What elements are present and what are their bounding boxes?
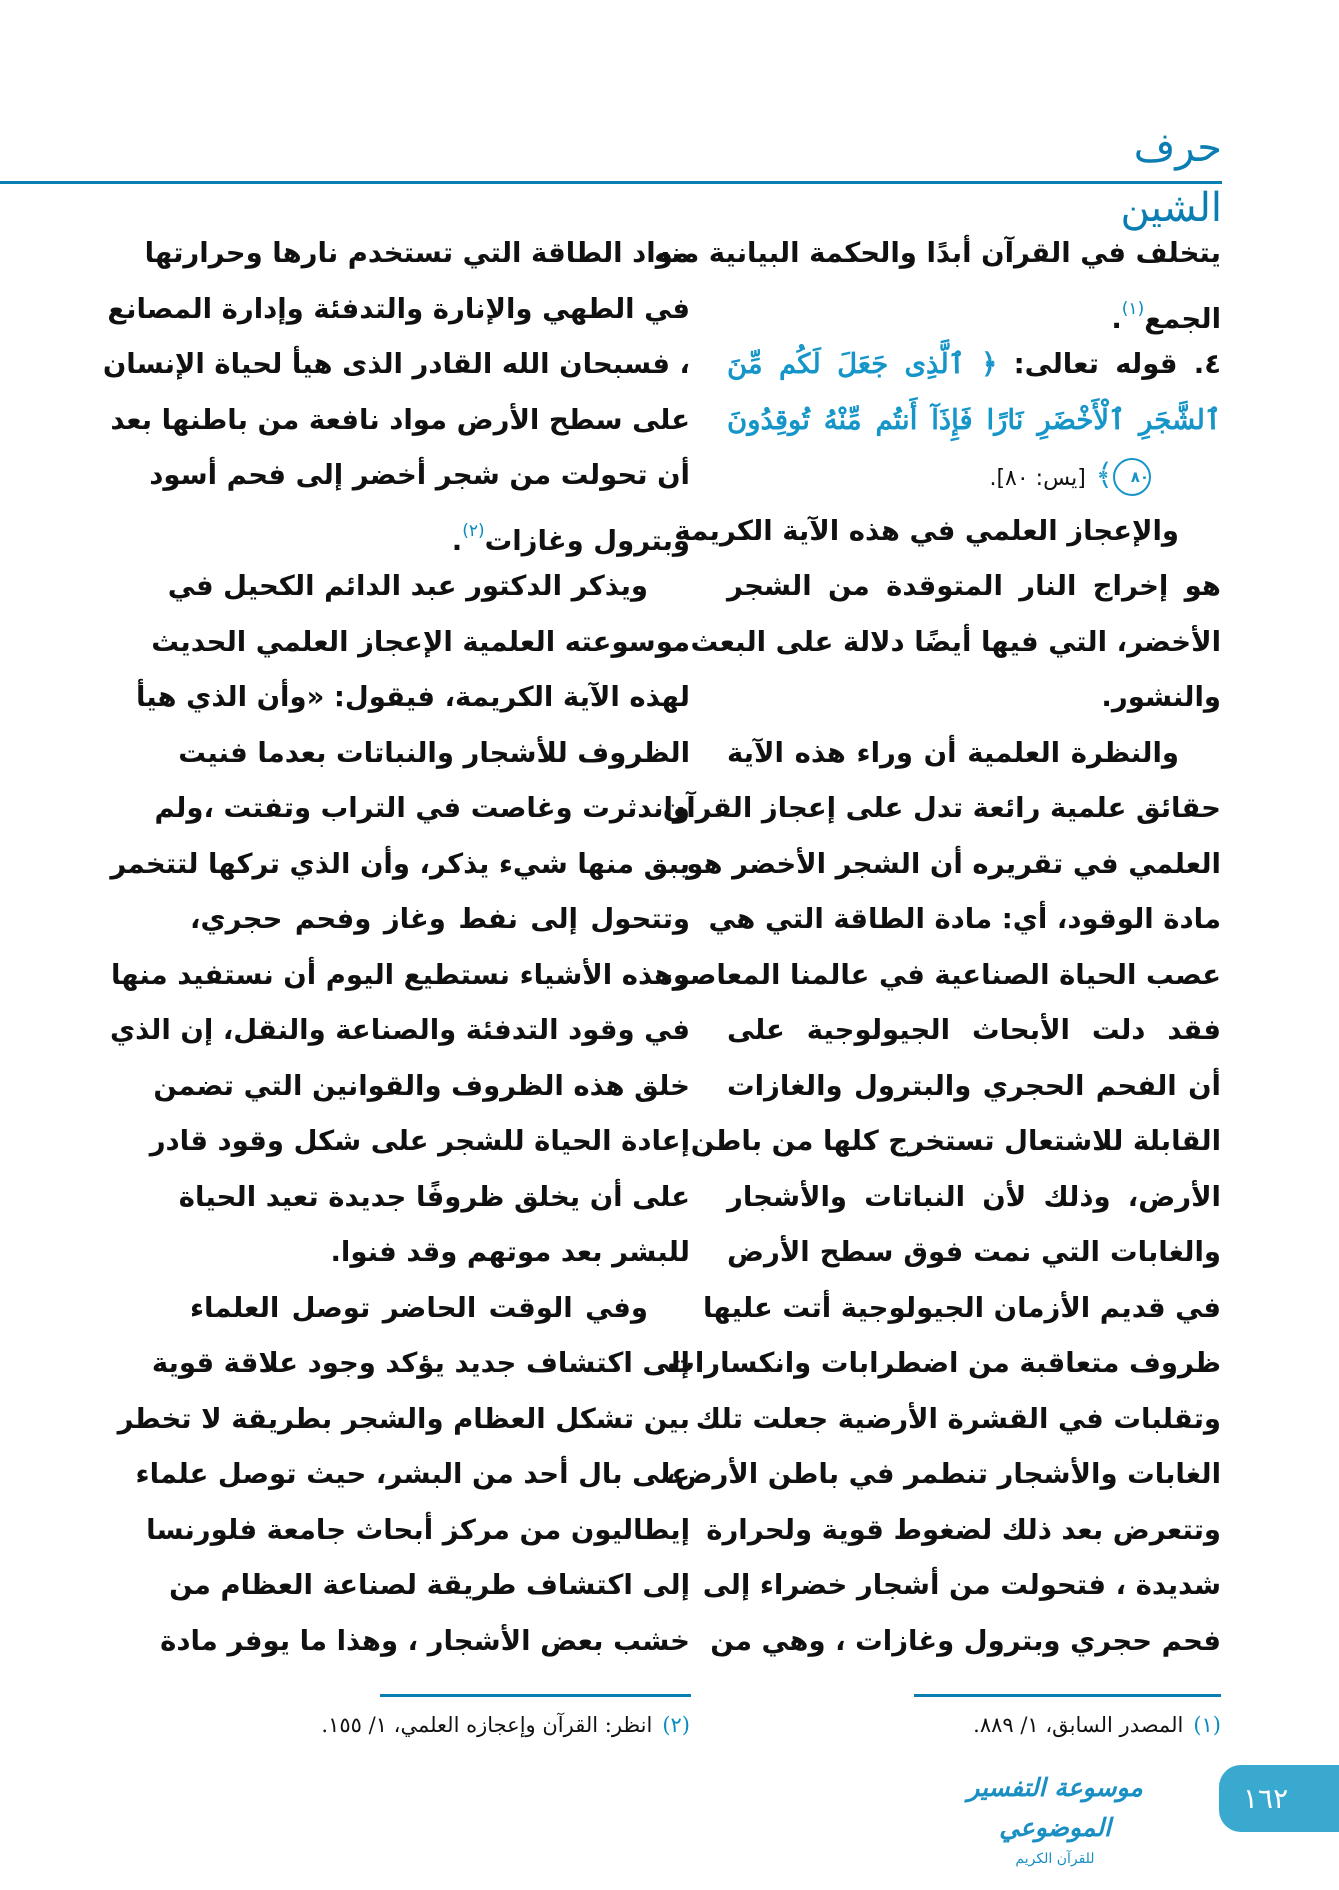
text-line: وتقلبات في القشرة الأرضية جعلت تلك [695, 1402, 1221, 1435]
page-number: ١٦٢ [1243, 1782, 1289, 1815]
text-line: ظروف متعاقبة من اضطرابات وانكسارات [667, 1347, 1221, 1379]
text-line [727, 282, 1221, 338]
text-line: خشب بعض الأشجار ، وهذا ما يوفر مادة [160, 1624, 690, 1657]
text-line: مادة الوقود، أي: مادة الطاقة التي هي [708, 903, 1221, 935]
text-line: في وقود التدفئة والصناعة والنقل، إن الذي [109, 1014, 690, 1046]
text-line: واندثرت وغاصت في التراب وتفتت ،ولم [154, 792, 690, 824]
footnote-text: المصدر السابق، ١/ ٨٨٩. [973, 1713, 1184, 1737]
text-line [190, 504, 690, 560]
footnote-divider [914, 1694, 1221, 1697]
chapter-title: حرف الشين [1120, 125, 1222, 231]
page-number-badge [1219, 1765, 1339, 1832]
text-line: على أن يخلق ظروفًا جديدة تعيد الحياة [178, 1180, 690, 1213]
text-line: الغابات والأشجار تنطمر في باطن الأرض، [665, 1458, 1221, 1490]
footnote-divider [380, 1694, 691, 1697]
verse-close-bracket: ﴾ [1095, 458, 1113, 493]
text-line: والإعجاز العلمي في هذه الآية الكريمة [674, 514, 1179, 547]
text-line: أن الفحم الحجري والبترول والغازات [727, 1069, 1221, 1102]
footnote-ref-2[interactable]: (٢) [462, 520, 485, 541]
encyclopedia-logo [930, 1768, 1180, 1867]
text-line: العلمي في تقريره أن الشجر الأخضر هو [686, 847, 1221, 880]
text-line: وتتعرض بعد ذلك لضغوط قوية ولحرارة [706, 1513, 1221, 1546]
text-line: إعادة الحياة للشجر على شكل وقود قادر [149, 1125, 690, 1157]
text-line: الأخضر، التي فيها أيضًا دلالة على البعث [690, 625, 1221, 658]
ayah-number-marker: ٨٠ [1113, 458, 1151, 496]
footnote-1 [727, 1708, 1221, 1742]
text-line: وتتحول إلى نفط وغاز وفحم حجري، [190, 903, 690, 935]
text-line: عصب الحياة الصناعية في عالمنا المعاصر، [662, 958, 1221, 991]
verse-line [727, 448, 1221, 504]
logo-subtitle: للقرآن الكريم [1015, 1851, 1095, 1867]
right-column [654, 226, 1222, 1669]
verse-line [727, 393, 1221, 449]
quran-verse-part-2: ٱلشَّجَرِ ٱلْأَخْضَرِ نَارًا فَإِذَآ أَنتُم مِّنْهُ تُوقِدُونَ [727, 403, 1221, 436]
footnote-number: (١) [1193, 1713, 1221, 1737]
text-line: القابلة للاشتعال تستخرج كلها من باطن [690, 1125, 1221, 1157]
text-line: حقائق علمية رائعة تدل على إعجاز القرآن [662, 792, 1221, 824]
text-line: خلق هذه الظروف والقوانين التي تضمن [153, 1069, 690, 1102]
text-run: وبترول وغازات [484, 524, 690, 557]
text-line: لهذه الآية الكريمة، فيقول: «وأن الذي هيأ [135, 681, 690, 713]
header-divider [0, 181, 1222, 184]
text-run: الجمع [1144, 302, 1221, 335]
text-line: ، فسبحان الله القادر الذى هيأ لحياة الإنسان [102, 348, 690, 380]
verse-intro: ٤. قوله تعالى: [1013, 348, 1222, 380]
period: . [1111, 302, 1122, 335]
text-line: يتخلف في القرآن أبدًا والحكمة البيانية منه [654, 237, 1221, 269]
footnote-2 [190, 1708, 690, 1742]
text-line: الأرض، وذلك لأن النباتات والأشجار [727, 1180, 1221, 1213]
footnote-text: انظر: القرآن وإعجازه العلمي، ١/ ١٥٥. [321, 1713, 653, 1737]
text-line: ويذكر الدكتور عبد الدائم الكحيل في [167, 570, 648, 602]
text-line: الظروف للأشجار والنباتات بعدما فنيت [178, 736, 690, 769]
text-line: فحم حجري وبترول وغازات ، وهي من [710, 1624, 1221, 1657]
text-line: وهذه الأشياء نستطيع اليوم أن نستفيد منها [110, 958, 690, 991]
text-line: مواد الطاقة التي تستخدم نارها وحرارتها [144, 237, 690, 269]
text-line: للبشر بعد موتهم وقد فنوا. [330, 1236, 690, 1268]
period: . [451, 524, 463, 557]
text-line: إيطاليون من مركز أبحاث جامعة فلورنسا [146, 1513, 690, 1546]
text-line: شديدة ، فتحولت من أشجار خضراء إلى [702, 1569, 1221, 1601]
text-line: موسوعته العلمية الإعجاز العلمي الحديث [151, 625, 690, 658]
text-line: يبق منها شيء يذكر، وأن الذي تركها لتتخمر [110, 847, 690, 880]
text-line: فقد دلت الأبحاث الجيولوجية على [727, 1014, 1221, 1046]
text-line: في الطهي والإنارة والتدفئة وإدارة المصانع [107, 292, 690, 325]
text-line: في قديم الأزمان الجيولوجية أتت عليها [703, 1291, 1221, 1324]
text-line: إلى اكتشاف طريقة لصناعة العظام من [169, 1569, 690, 1601]
text-line: إلى اكتشاف جديد يؤكد وجود علاقة قوية [151, 1347, 690, 1379]
text-line: والنشور. [1101, 681, 1221, 713]
quran-verse-part-1: ﴿ ٱلَّذِى جَعَلَ لَكُم مِّنَ [727, 348, 998, 380]
text-line: والغابات التي نمت فوق سطح الأرض [727, 1236, 1221, 1268]
text-line: هو إخراج النار المتوقدة من الشجر [727, 570, 1221, 602]
text-line: وفي الوقت الحاضر توصل العلماء [190, 1291, 648, 1324]
footnote-ref-1[interactable]: (١) [1121, 298, 1145, 319]
logo-title: موسوعة التفسير الموضوعي [967, 1773, 1143, 1842]
text-line: بين تشكل العظام والشجر بطريقة لا تخطر [117, 1402, 690, 1435]
footnote-number: (٢) [662, 1713, 690, 1737]
text-line: أن تحولت من شجر أخضر إلى فحم أسود [149, 459, 690, 491]
text-line: والنظرة العلمية أن وراء هذه الآية [727, 736, 1179, 769]
left-column [102, 226, 690, 1669]
text-line: على بال أحد من البشر، حيث توصل علماء [135, 1458, 690, 1490]
verse-reference: [يس: ٨٠]. [989, 466, 1086, 491]
text-line: على سطح الأرض مواد نافعة من باطنها بعد [110, 403, 690, 436]
verse-line [727, 337, 1221, 393]
